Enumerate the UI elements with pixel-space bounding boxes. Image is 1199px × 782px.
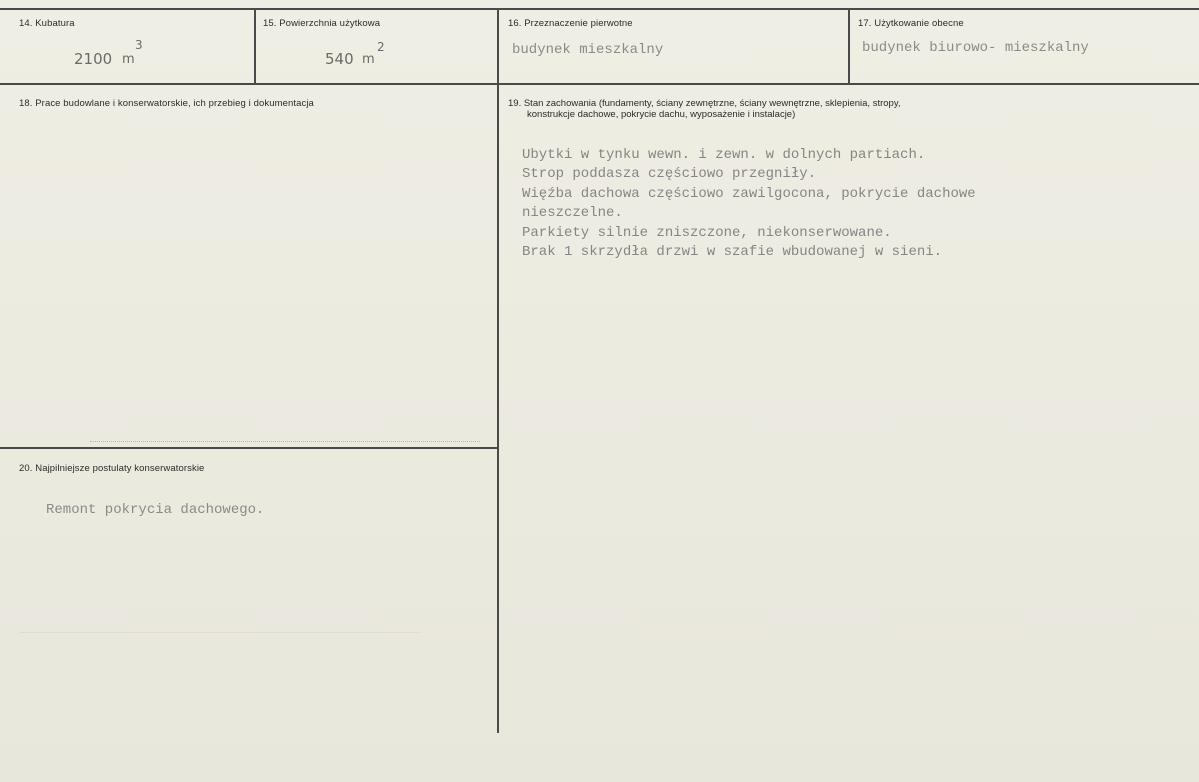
- field-19-line: Ubytki w tynku wewn. i zewn. w dolnych partiach.: [522, 146, 926, 163]
- field-19-line: Parkiety silnie zniszczone, niekonserwowane.: [522, 224, 892, 241]
- faint-dotted-line: [90, 441, 480, 443]
- divider-14-15: [254, 9, 256, 84]
- field-19-label-line1: 19. Stan zachowania (fundamenty, ściany zewnętrzne, ściany wewnętrzne, sklepienia, stropy,: [508, 98, 901, 109]
- row1-bottom-border: [0, 83, 1199, 85]
- field-17-value: budynek biurowo- mieszkalny: [862, 40, 1089, 56]
- field-15-unit: m: [362, 52, 375, 67]
- divider-18-20: [0, 447, 498, 449]
- field-20-value: Remont pokrycia dachowego.: [46, 502, 265, 518]
- field-14-unit-exponent: 3: [135, 38, 143, 52]
- field-19-line: nieszczelne.: [522, 205, 623, 221]
- faint-dotted-line: [20, 632, 420, 634]
- field-15-unit-exponent: 2: [377, 40, 385, 54]
- field-19-line: Brak 1 skrzydła drzwi w szafie wbudowanej w sieni.: [522, 244, 943, 260]
- field-16-value: budynek mieszkalny: [512, 42, 664, 58]
- field-17-label: 17. Użytkowanie obecne: [858, 18, 964, 29]
- field-19-line: Strop poddasza częściowo przegniły.: [522, 166, 817, 182]
- field-20-label: 20. Najpilniejsze postulaty konserwatorskie: [19, 463, 205, 474]
- field-16-label: 16. Przeznaczenie pierwotne: [508, 18, 633, 29]
- field-19-text: [522, 126, 976, 302]
- field-14-label: 14. Kubatura: [19, 18, 75, 29]
- top-border: [0, 8, 1199, 10]
- field-14-value: 2100: [74, 50, 113, 68]
- divider-15-16: [497, 9, 499, 733]
- divider-16-17: [848, 9, 850, 84]
- field-19-line: Więźba dachowa częściowo zawilgocona, pokrycie dachowe: [522, 185, 976, 202]
- field-18-label: 18. Prace budowlane i konserwatorskie, ich przebieg i dokumentacja: [19, 98, 314, 109]
- field-19-label-line2: konstrukcje dachowe, pokrycie dachu, wyposażenie i instalacje): [527, 109, 796, 120]
- field-15-label: 15. Powierzchnia użytkowa: [263, 18, 381, 29]
- field-14-unit: m: [122, 52, 135, 67]
- field-15-value: 540: [325, 50, 354, 68]
